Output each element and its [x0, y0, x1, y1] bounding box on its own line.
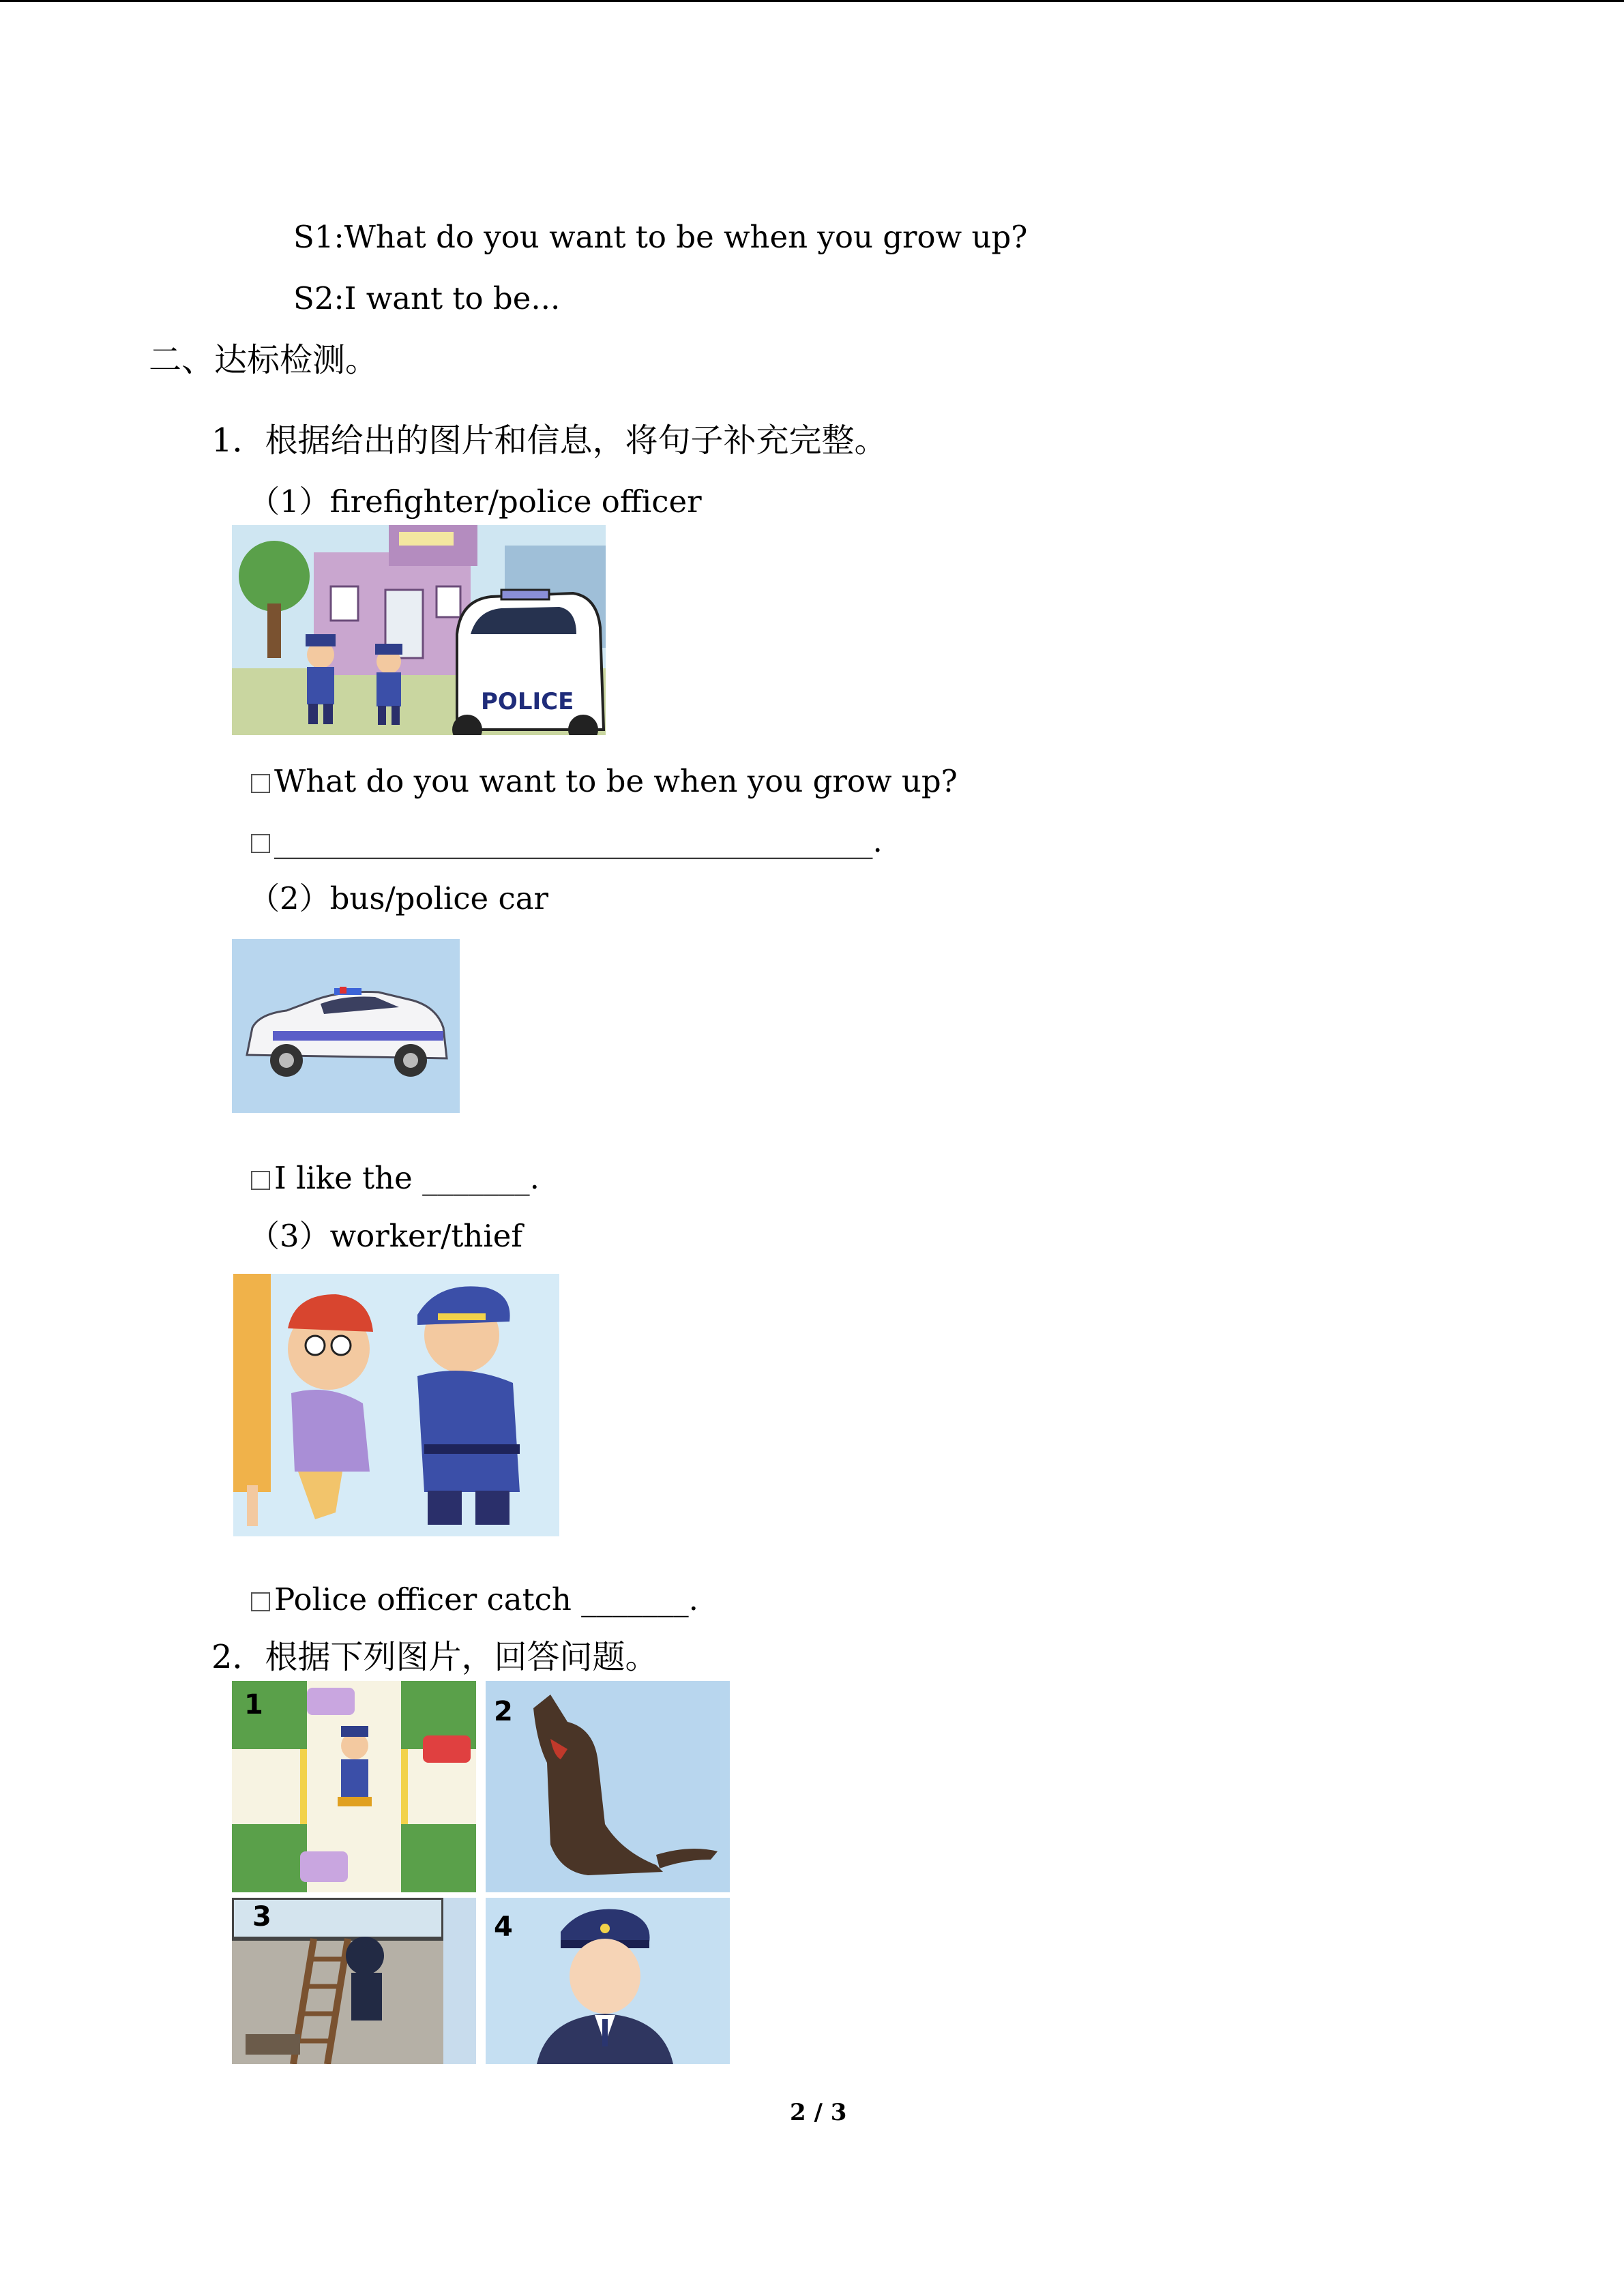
checkbox-icon	[251, 1171, 270, 1190]
item-2-answer-line: I like the _______.	[251, 1159, 540, 1197]
svg-text:POLICE: POLICE	[481, 688, 574, 715]
checkbox-icon	[251, 1592, 270, 1611]
question-1-instruction: 1．根据给出的图片和信息，将句子补充完整。	[211, 421, 887, 460]
dialogue-s2: S2:I want to be...	[293, 280, 561, 316]
police-car-picture	[232, 939, 460, 1113]
section-heading: 二、达标检测。	[149, 341, 379, 379]
tile-number: 3	[252, 1901, 271, 1933]
tile-police-officer	[486, 1898, 730, 2064]
tile-thief-on-ladder	[232, 1898, 476, 2064]
question-2-instruction: 2．根据下列图片，回答问题。	[211, 1638, 658, 1676]
tile-traffic-officer	[232, 1681, 476, 1892]
dialogue-s1: S1:What do you want to be when you grow up?	[293, 219, 1028, 255]
checkbox-icon	[251, 774, 270, 793]
tile-number: 2	[494, 1696, 513, 1727]
checkbox-icon	[251, 834, 270, 853]
page-number: 2 / 3	[790, 2099, 847, 2126]
question-2-picture-grid	[232, 1681, 730, 2064]
top-border	[0, 0, 1624, 2]
tile-number: 4	[494, 1911, 513, 1943]
item-2-label: （2）bus/police car	[249, 880, 549, 916]
item-3-answer-line: Police officer catch _______.	[251, 1581, 698, 1619]
tile-number: 1	[244, 1689, 263, 1720]
officer-catching-thief-picture	[233, 1274, 559, 1536]
item-3-label: （3）worker/thief	[249, 1218, 523, 1254]
item-1-answer-line: _______________________________________.	[251, 822, 883, 861]
item-1-label: （1）firefighter/police officer	[249, 483, 702, 520]
tile-police-dog	[486, 1681, 730, 1892]
police-station-picture	[232, 525, 606, 735]
item-1-question-line: What do you want to be when you grow up?	[251, 762, 958, 801]
